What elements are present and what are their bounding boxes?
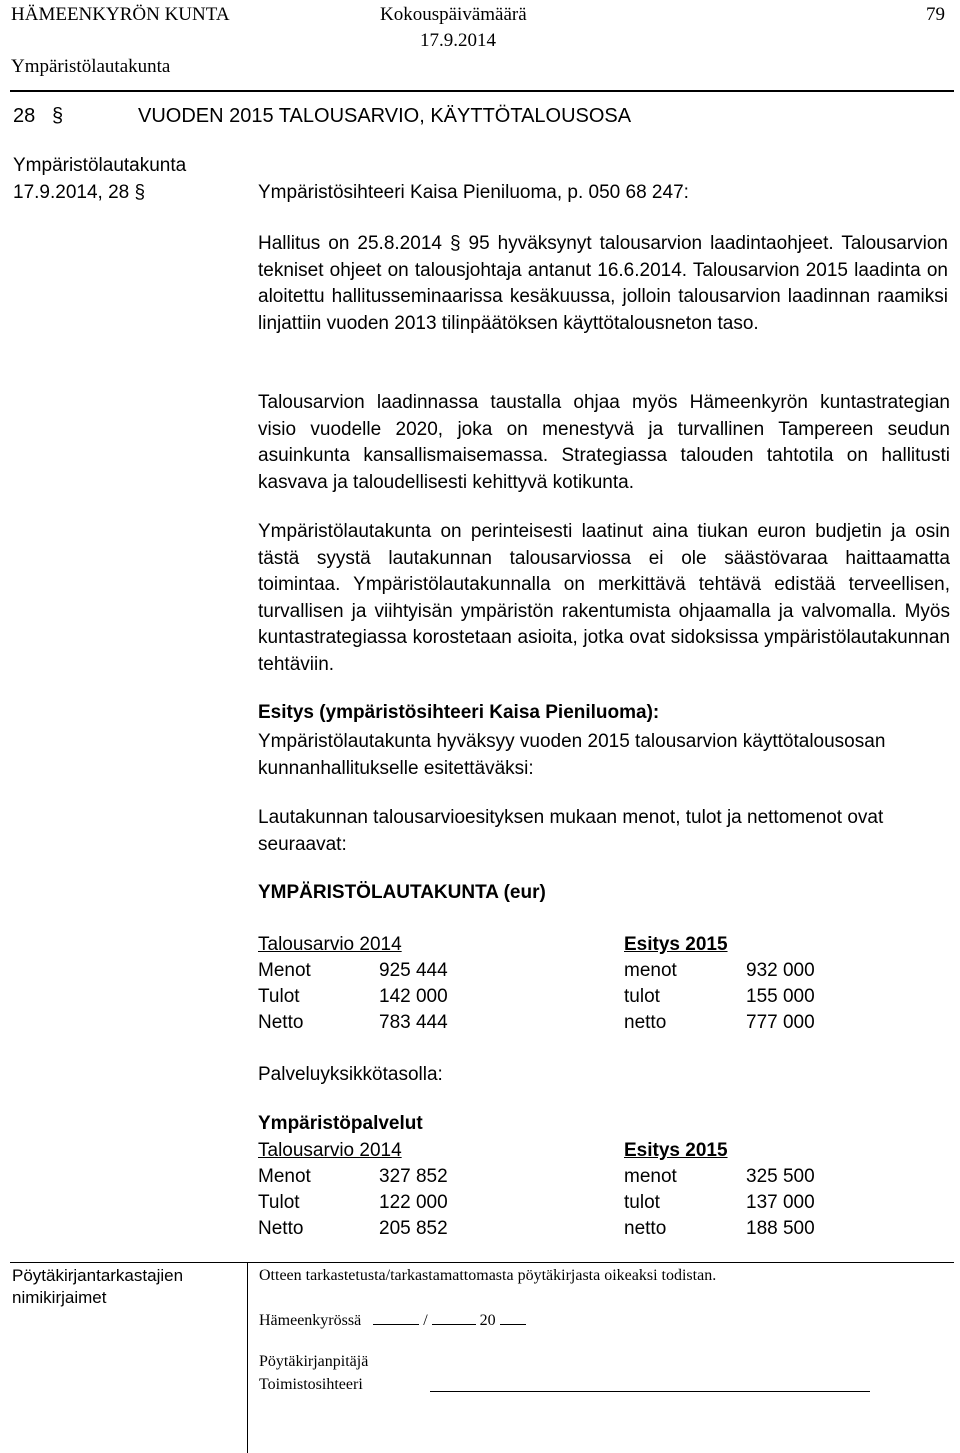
table-row (258, 984, 846, 1010)
footer-year-blank (500, 1310, 526, 1325)
paragraph-3: Ympäristölautakunta on perinteisesti laatinut aina tiukan euron budjetin ja osin tästä syystä lautakunnan talousarviossa ei ole säästövaraa haittaamatta toimintaa. Ympäristölautakunnalla on merkittävä tehtävä edistää terveellisen, turvallisen ja viihtyisän ympäristön rakentumista ohjaamalla ja valvomalla. Myös kuntastrategiassa korostetaan asioita, jotka ovat sidoksissa ympäristölautakunnan tehtäviin. (258, 521, 950, 675)
table-row (258, 1216, 846, 1242)
footer-initials-line1: Pöytäkirjantarkastajien (12, 1266, 184, 1285)
page-number: 79 (926, 4, 945, 25)
municipality-name: HÄMEENKYRÖN KUNTA (11, 4, 230, 25)
table-row (258, 1164, 846, 1190)
footer-initials-label (12, 1265, 183, 1309)
proposal-text: Ympäristölautakunta hyväksyy vuoden 2015 talousarvion käyttötalousosan kunnanhallitukselle esitettäväksi: (258, 731, 886, 779)
proposal-heading: Esitys (ympäristösihteeri Kaisa Pieniluoma): (258, 702, 660, 723)
table1-heading: YMPÄRISTÖLAUTAKUNTA (eur) (258, 882, 546, 903)
row-label: menot (624, 960, 677, 981)
section-number: 28 (13, 105, 36, 127)
row-value: 327 852 (379, 1166, 448, 1187)
footer-certify-text: Otteen tarkastetusta/tarkastamattomasta pöytäkirjasta oikeaksi todistan. (259, 1267, 717, 1284)
footer-initials-line2: nimikirjaimet (12, 1288, 107, 1307)
header-rule (10, 90, 954, 92)
row-label: Menot (258, 960, 311, 981)
row-label: Tulot (258, 1192, 300, 1213)
row-value: 142 000 (379, 986, 448, 1007)
row-value: 205 852 (379, 1218, 448, 1239)
row-label: menot (624, 1166, 677, 1187)
meeting-date: 17.9.2014 (420, 30, 496, 51)
row-label: tulot (624, 986, 660, 1007)
row-value: 925 444 (379, 960, 448, 981)
footer-divider (247, 1262, 248, 1453)
row-label: Netto (258, 1218, 304, 1239)
committee-name: Ympäristölautakunta (11, 56, 171, 77)
unit-level-label: Palveluyksikkötasolla: (258, 1064, 443, 1085)
footer-signature-line (430, 1391, 870, 1392)
footer-day-blank (373, 1310, 419, 1325)
col-proposal-2015: Esitys 2015 (624, 934, 728, 955)
budget-table-environment-services (258, 1138, 846, 1242)
section-title: VUODEN 2015 TALOUSARVIO, KÄYTTÖTALOUSOSA (138, 105, 632, 127)
meeting-date-label: Kokouspäivämäärä (380, 4, 527, 25)
row-value: 777 000 (746, 1012, 815, 1033)
table-row (258, 1010, 846, 1036)
footer-keeper-title: Toimistosihteeri (259, 1376, 363, 1393)
row-label: tulot (624, 1192, 660, 1213)
col-budget-2014: Talousarvio 2014 (258, 934, 402, 955)
table-row (258, 958, 846, 984)
row-value: 188 500 (746, 1218, 815, 1239)
paragraph-2: Talousarvion laadinnassa taustalla ohjaa myös Hämeenkyrön kuntastrategian visio vuodelle 2020, joka on menestyvä ja turvallinen Tampereen seudun asuinkunta kansallismaisemassa. Strategiassa talouden tahtotila on hallitusti kasvava ja taloudellisesti kehittyvä kotikunta. (258, 392, 950, 493)
table2-heading: Ympäristöpalvelut (258, 1113, 423, 1134)
footer-place: Hämeenkyrössä (259, 1312, 362, 1329)
row-value: 155 000 (746, 986, 815, 1007)
footer-slash: / (423, 1312, 428, 1329)
footer-month-blank (432, 1310, 476, 1325)
prep-preparer: Ympäristösihteeri Kaisa Pieniluoma, p. 050 68 247: (258, 182, 689, 203)
row-label: Tulot (258, 986, 300, 1007)
section-symbol: § (52, 105, 64, 127)
row-value: 122 000 (379, 1192, 448, 1213)
table-row (258, 1190, 846, 1216)
footer-year: 20 (479, 1312, 496, 1329)
footer-place-date (259, 1310, 526, 1330)
row-value: 325 500 (746, 1166, 815, 1187)
col-proposal-2015: Esitys 2015 (624, 1140, 728, 1161)
table-header-row (258, 1138, 846, 1164)
row-label: netto (624, 1218, 667, 1239)
budget-table-committee (258, 932, 846, 1036)
footer-rule (10, 1262, 954, 1263)
row-value: 137 000 (746, 1192, 815, 1213)
row-value: 783 444 (379, 1012, 448, 1033)
row-value: 932 000 (746, 960, 815, 981)
table-header-row (258, 932, 846, 958)
proposal-intro: Lautakunnan talousarvioesityksen mukaan menot, tulot ja nettomenot ovat seuraavat: (258, 807, 884, 855)
prep-ref: 17.9.2014, 28 § (13, 182, 146, 203)
row-label: Menot (258, 1166, 311, 1187)
paragraph-1: Hallitus on 25.8.2014 § 95 hyväksynyt talousarvion laadintaohjeet. Talousarvion tekniset ohjeet on talousjohtaja antanut 16.6.2014. Talousarvion 2015 laadinta on aloitettu hallitusseminaarissa kesäkuussa, jolloin talousarvion laadinnan raamiksi linjattiin vuoden 2013 tilinpäätöksen käyttötalousneton taso. (258, 233, 948, 334)
footer-keeper-label: Pöytäkirjanpitäjä (259, 1353, 369, 1370)
prep-committee: Ympäristölautakunta (13, 155, 187, 176)
col-budget-2014: Talousarvio 2014 (258, 1140, 402, 1161)
row-label: netto (624, 1012, 667, 1033)
row-label: Netto (258, 1012, 304, 1033)
